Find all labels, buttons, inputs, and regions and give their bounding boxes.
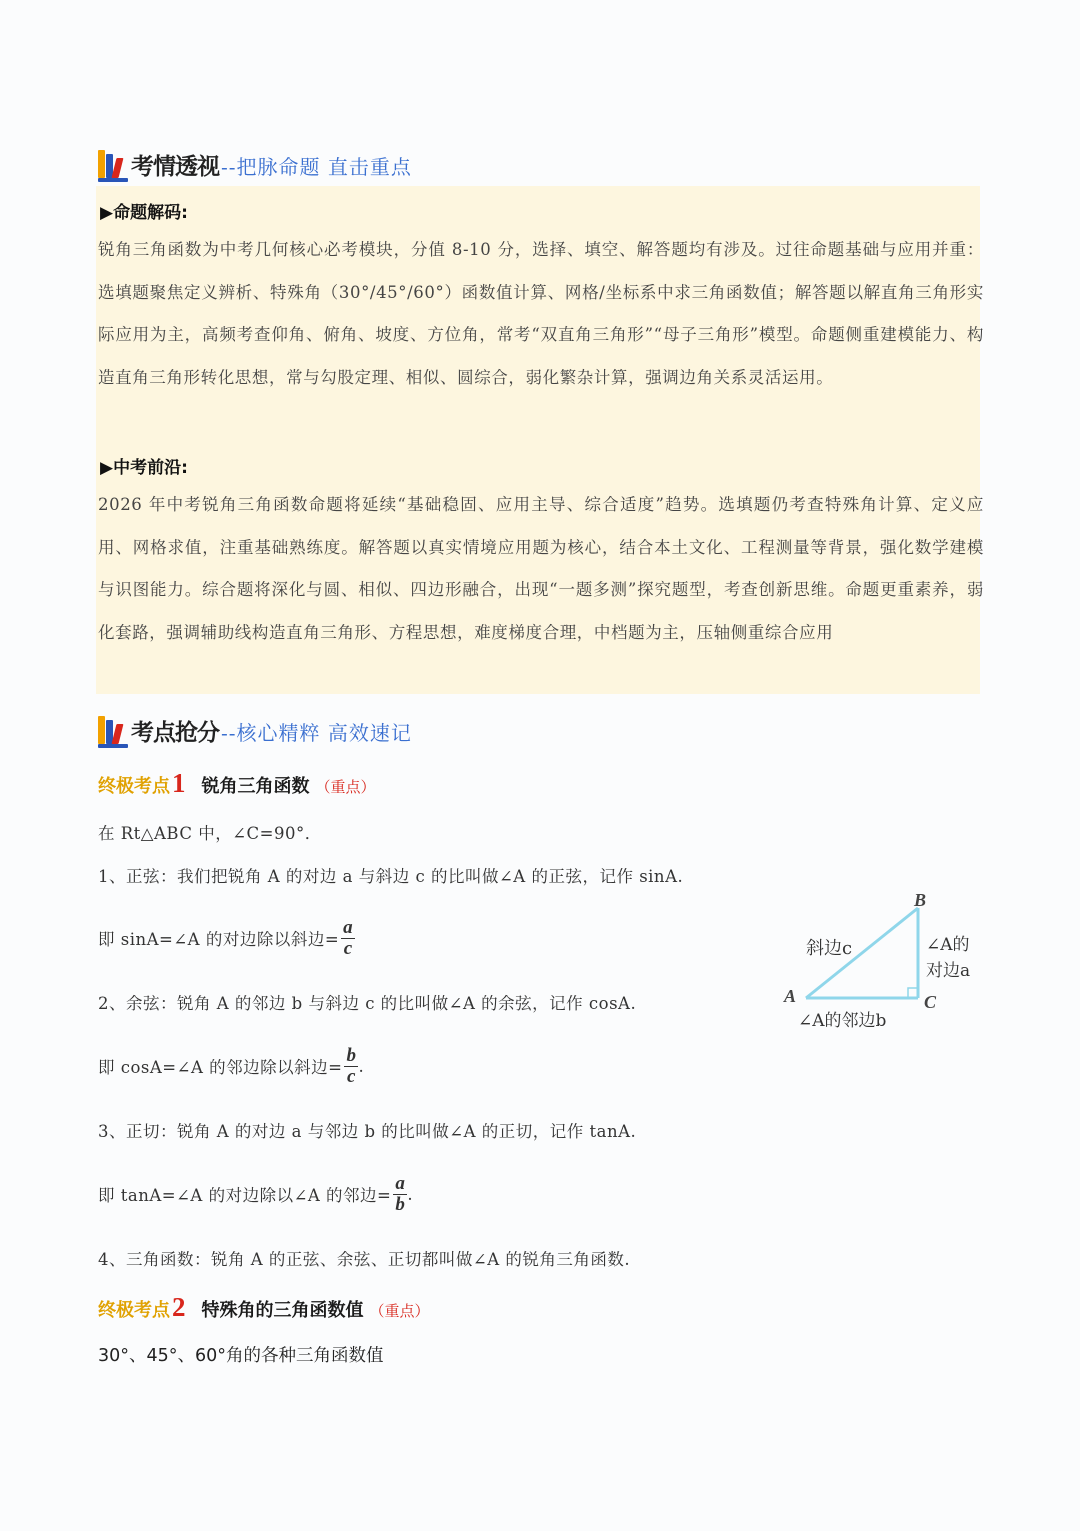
fraction-numerator: a	[343, 916, 354, 938]
formula-text: 即 cosA=∠A 的邻边除以斜边=	[98, 1058, 343, 1077]
vertex-a-label: A	[784, 986, 797, 1006]
kaodian-title: 锐角三角函数	[201, 776, 310, 797]
formula-end: .	[407, 1184, 414, 1204]
kd1-sine-formula	[98, 910, 355, 966]
formula-text: 即 sinA=∠A 的对边除以斜边=	[98, 930, 340, 949]
kaodian-2-heading	[98, 1292, 430, 1322]
mingti-paragraph: 锐角三角函数为中考几何核心必考模块，分值 8-10 分，选择、填空、解答题均有涉及。过往命题基础与应用并重：选填题聚焦定义辨析、特殊角（30°/45°/60°）函数值计算、网格/坐标系中求三角函数值；解答题以解直角三角形实际应用为主，高频考查仰角、俯角、坡度、方位角，常考“双直角三角形”“母子三角形”模型。命题侧重建模能力、构造直角三角形转化思想，常与勾股定理、相似、圆综合，弱化繁杂计算，强调边角关系灵活运用。	[98, 240, 984, 387]
qianyan-paragraph: 2026 年中考锐角三角函数命题将延续“基础稳固、应用主导、综合适度”趋势。选填题仍考查特殊角计算、定义应用、网格求值，注重基础熟练度。解答题以真实情境应用题为核心，结合本土文化、工程测量等背景，强化数学建模与识图能力。综合题将深化与圆、相似、四边形融合，出现“一题多测”探究题型，考查创新思维。命题更重素养，弱化套路，强调辅助线构造直角三角形、方程思想，难度梯度合理，中档题为主，压轴侧重综合应用	[98, 495, 984, 642]
kaodian-title: 特殊角的三角函数值	[201, 1300, 364, 1321]
fraction-numerator: b	[346, 1044, 357, 1066]
formula-end: .	[358, 1056, 365, 1076]
kaodian-label: 终极考点	[98, 776, 170, 797]
hypotenuse-label: 斜边c	[806, 938, 853, 959]
opposite-label-line1: ∠A的	[926, 935, 970, 955]
fraction-denominator: c	[346, 1065, 356, 1087]
kaodian-number: 1	[172, 768, 186, 798]
kd1-sine-def: 1、正弦：我们把锐角 A 的对边 a 与斜边 c 的比叫做∠A 的正弦，记作 sinA.	[98, 867, 684, 886]
section-subtitle: --把脉命题 直击重点	[221, 155, 412, 179]
formula-text: 即 tanA=∠A 的对边除以∠A 的邻边=	[98, 1186, 392, 1205]
kd1-tangent-formula	[98, 1166, 413, 1222]
kd2-intro: 30°、45°、60°角的各种三角函数值	[98, 1346, 384, 1366]
section-title: 考情透视	[131, 154, 219, 180]
books-icon	[98, 148, 128, 182]
fraction	[393, 1174, 407, 1215]
kd1-tangent-def: 3、正切：锐角 A 的对边 a 与邻边 b 的比叫做∠A 的正切，记作 tanA.	[98, 1122, 637, 1141]
section-header-kaodian	[98, 706, 412, 748]
adjacent-label: ∠A的邻边b	[798, 1011, 887, 1031]
kaodian-1-heading	[98, 768, 376, 798]
kd1-trig-def: 4、三角函数：锐角 A 的正弦、余弦、正切都叫做∠A 的锐角三角函数.	[98, 1250, 631, 1269]
vertex-c-label: C	[924, 992, 937, 1012]
section-title: 考点抢分	[131, 720, 219, 746]
fraction-denominator: b	[395, 1193, 406, 1215]
kd1-cosine-def: 2、余弦：锐角 A 的邻边 b 与斜边 c 的比叫做∠A 的余弦，记作 cosA.	[98, 994, 637, 1013]
kaodian-tag: （重点）	[315, 778, 376, 796]
mingti-heading: ▶命题解码:	[100, 203, 188, 223]
right-triangle-figure	[780, 888, 990, 1038]
kaodian-number: 2	[172, 1292, 186, 1322]
fraction-denominator: c	[343, 937, 353, 959]
vertex-b-label: B	[914, 890, 927, 910]
kaodian-label: 终极考点	[98, 1300, 170, 1321]
books-icon	[98, 714, 128, 748]
fraction	[341, 918, 355, 959]
fraction	[344, 1046, 358, 1087]
kd1-intro: 在 Rt△ABC 中，∠C=90°．	[98, 824, 322, 843]
kaodian-tag: （重点）	[369, 1302, 430, 1320]
kd1-cosine-formula	[98, 1038, 364, 1094]
opposite-label-line2: 对边a	[926, 961, 971, 981]
section-header-kaoqing	[98, 140, 412, 182]
section-subtitle: --核心精粹 高效速记	[221, 721, 412, 745]
qianyan-heading: ▶中考前沿:	[100, 458, 188, 478]
fraction-numerator: a	[395, 1172, 406, 1194]
